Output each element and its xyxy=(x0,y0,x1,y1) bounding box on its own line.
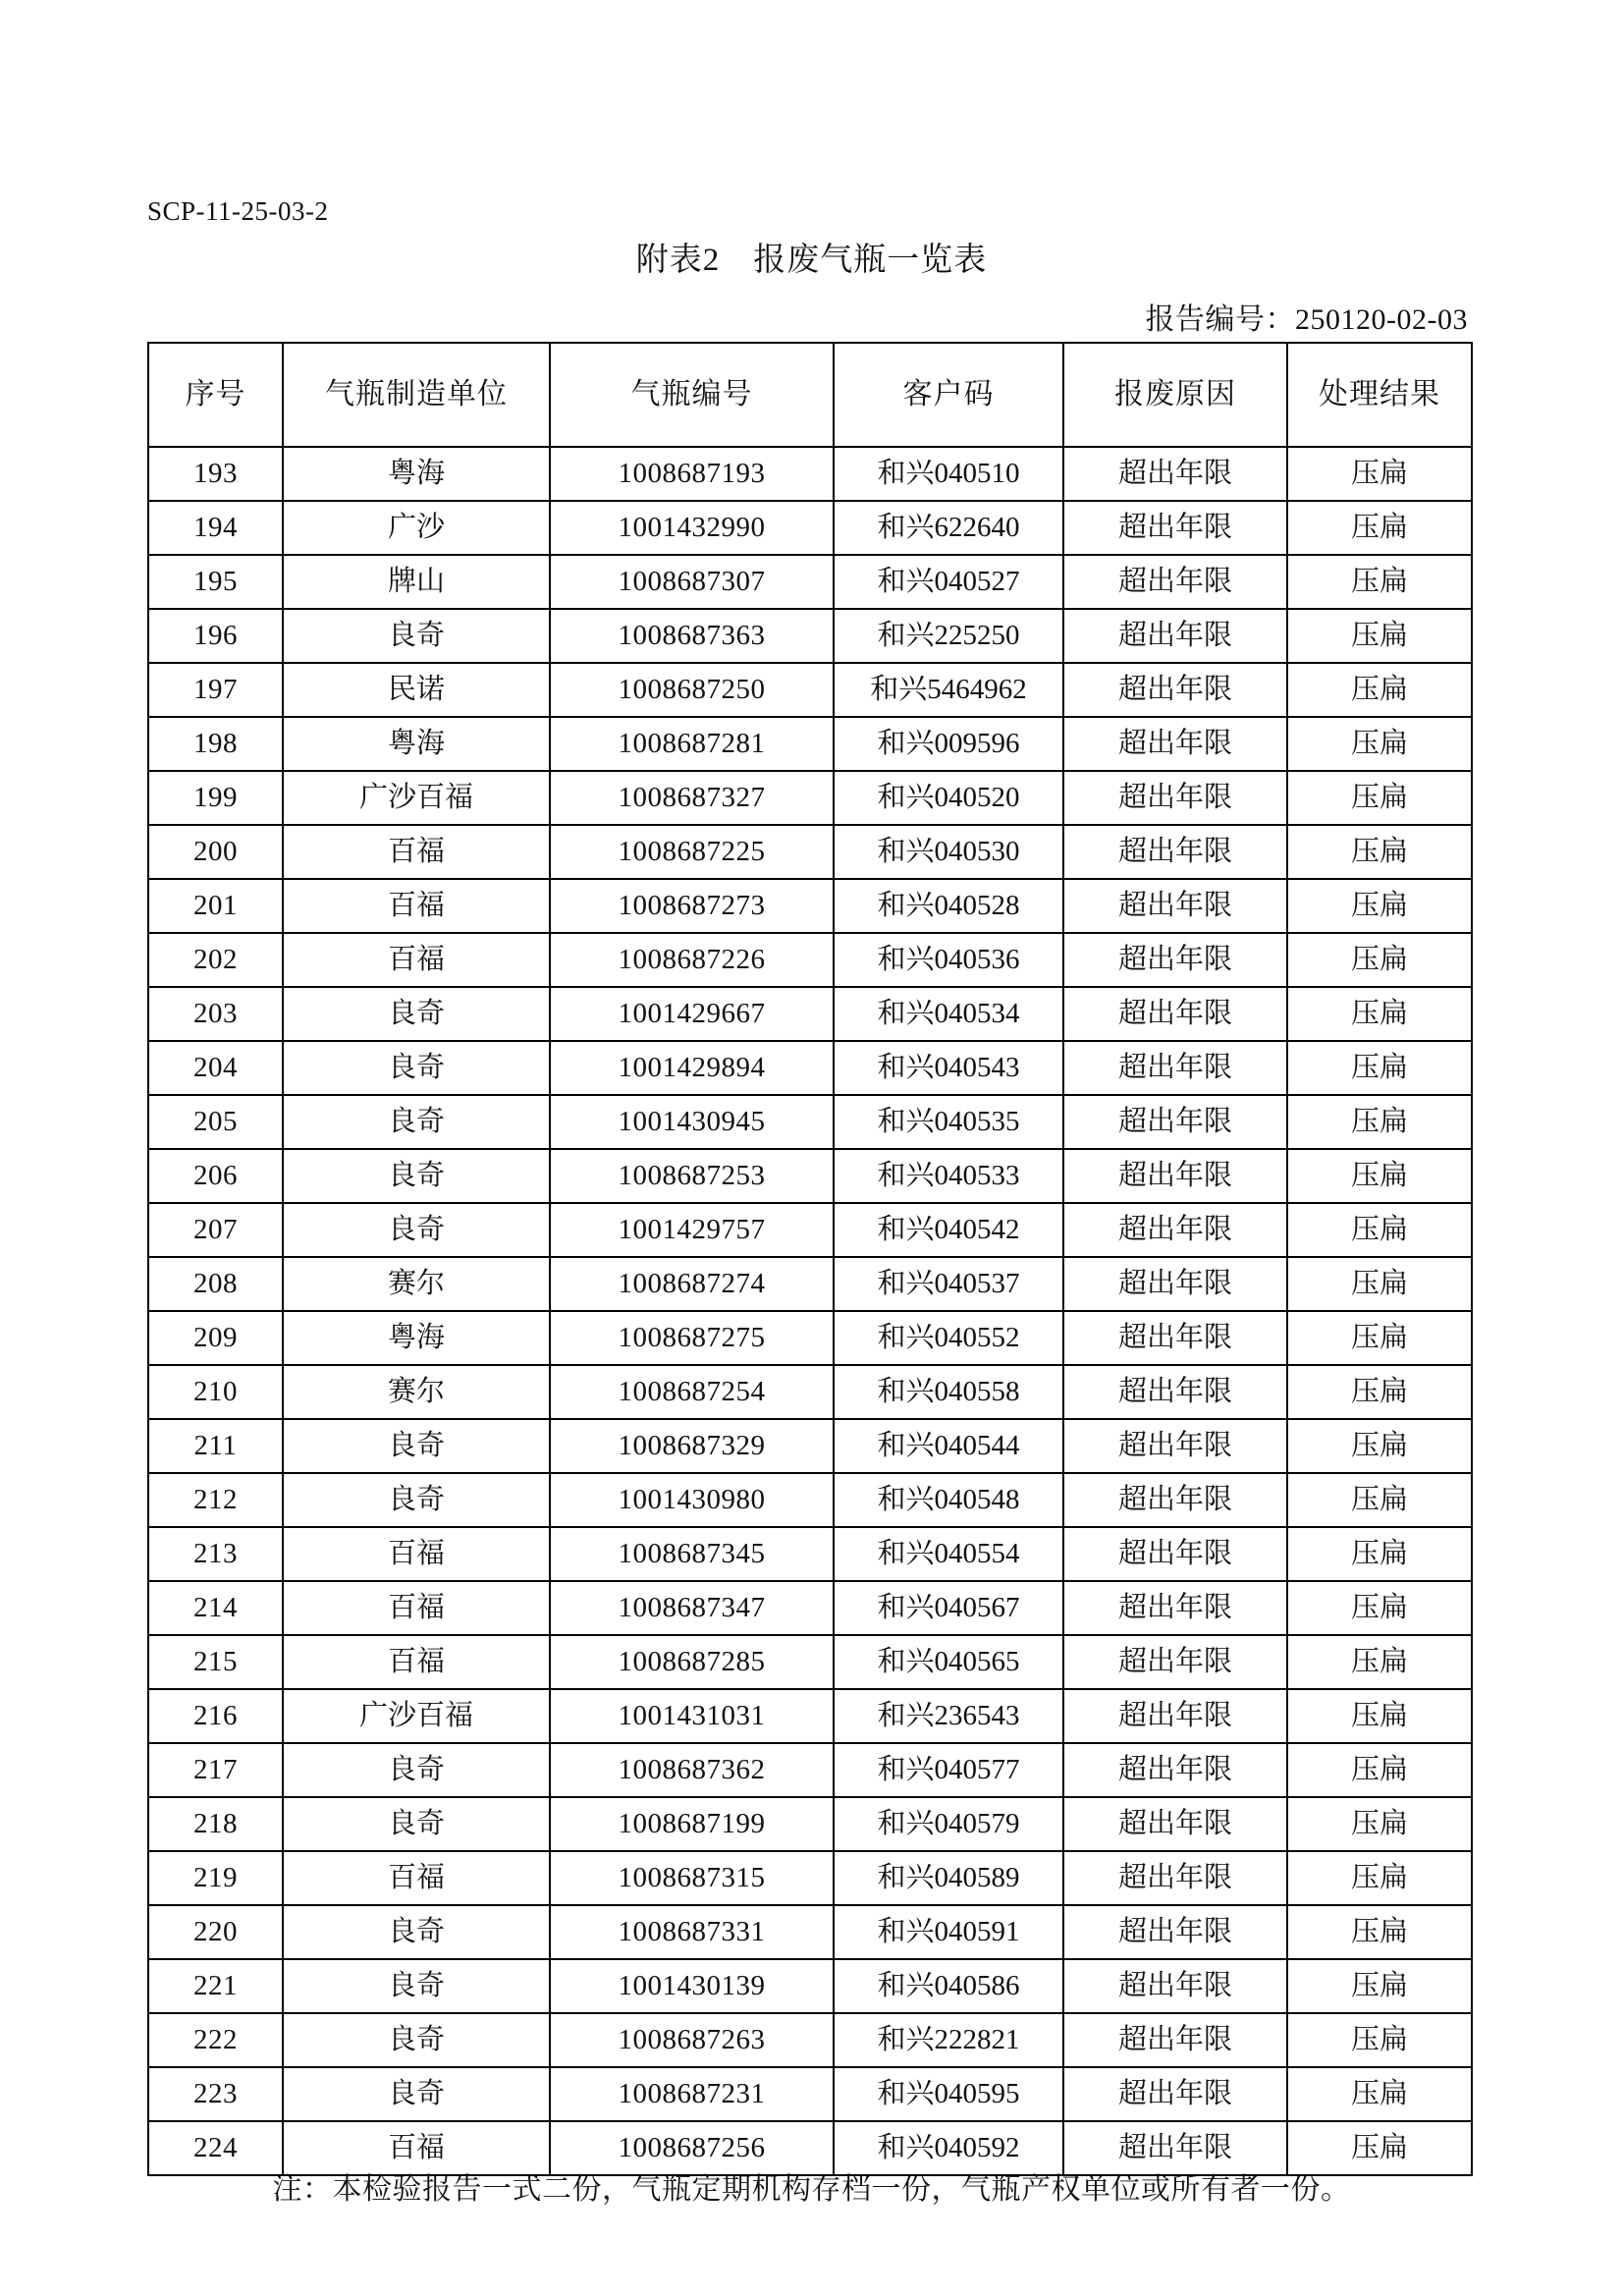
cell-serial: 1008687345 xyxy=(550,1527,834,1581)
cell-result: 压扁 xyxy=(1287,555,1472,609)
cell-result: 压扁 xyxy=(1287,1797,1472,1851)
cell-reason: 超出年限 xyxy=(1063,1257,1287,1311)
cell-client: 和兴040548 xyxy=(834,1473,1063,1527)
table-row xyxy=(148,879,1472,933)
table-row xyxy=(148,1905,1472,1959)
cell-reason: 超出年限 xyxy=(1063,879,1287,933)
cell-maker: 百福 xyxy=(283,1581,550,1635)
cell-result: 压扁 xyxy=(1287,2067,1472,2121)
cell-client: 和兴040589 xyxy=(834,1851,1063,1905)
cell-result: 压扁 xyxy=(1287,987,1472,1041)
cell-result: 压扁 xyxy=(1287,1527,1472,1581)
cell-reason: 超出年限 xyxy=(1063,717,1287,771)
table-body xyxy=(148,447,1472,2175)
cell-maker: 粤海 xyxy=(283,1311,550,1365)
cell-index: 198 xyxy=(148,717,283,771)
cell-reason: 超出年限 xyxy=(1063,1797,1287,1851)
cell-maker: 百福 xyxy=(283,933,550,987)
cell-index: 214 xyxy=(148,1581,283,1635)
cell-index: 197 xyxy=(148,663,283,717)
cell-reason: 超出年限 xyxy=(1063,2067,1287,2121)
cell-maker: 广沙 xyxy=(283,501,550,555)
cell-index: 221 xyxy=(148,1959,283,2013)
cell-maker: 百福 xyxy=(283,2121,550,2175)
cell-result: 压扁 xyxy=(1287,1851,1472,1905)
cell-result: 压扁 xyxy=(1287,1095,1472,1149)
cell-index: 216 xyxy=(148,1689,283,1743)
cell-index: 213 xyxy=(148,1527,283,1581)
cell-result: 压扁 xyxy=(1287,1905,1472,1959)
cell-maker: 良奇 xyxy=(283,1797,550,1851)
cell-client: 和兴040534 xyxy=(834,987,1063,1041)
document-code: SCP-11-25-03-2 xyxy=(147,196,329,226)
cell-index: 201 xyxy=(148,879,283,933)
cell-reason: 超出年限 xyxy=(1063,1635,1287,1689)
table-row xyxy=(148,771,1472,825)
cell-client: 和兴040558 xyxy=(834,1365,1063,1419)
cell-serial: 1008687362 xyxy=(550,1743,834,1797)
cell-serial: 1008687285 xyxy=(550,1635,834,1689)
table-row xyxy=(148,825,1472,879)
cell-index: 220 xyxy=(148,1905,283,1959)
cell-serial: 1008687315 xyxy=(550,1851,834,1905)
cell-serial: 1008687273 xyxy=(550,879,834,933)
cell-maker: 广沙百福 xyxy=(283,771,550,825)
table-header xyxy=(148,343,1472,447)
table-row xyxy=(148,1257,1472,1311)
table-row xyxy=(148,1149,1472,1203)
cell-result: 压扁 xyxy=(1287,1311,1472,1365)
cell-serial: 1008687193 xyxy=(550,447,834,501)
cell-serial: 1008687256 xyxy=(550,2121,834,2175)
table-row xyxy=(148,1473,1472,1527)
cell-reason: 超出年限 xyxy=(1063,1743,1287,1797)
cell-maker: 百福 xyxy=(283,879,550,933)
cell-result: 压扁 xyxy=(1287,2013,1472,2067)
cell-result: 压扁 xyxy=(1287,1473,1472,1527)
scrapped-cylinder-table-wrapper xyxy=(147,342,1471,2176)
cell-serial: 1008687263 xyxy=(550,2013,834,2067)
table-row xyxy=(148,1311,1472,1365)
cell-serial: 1008687225 xyxy=(550,825,834,879)
cell-result: 压扁 xyxy=(1287,1959,1472,2013)
table-row xyxy=(148,1959,1472,2013)
cell-maker: 牌山 xyxy=(283,555,550,609)
cell-index: 210 xyxy=(148,1365,283,1419)
cell-reason: 超出年限 xyxy=(1063,1527,1287,1581)
column-header-maker: 气瓶制造单位 xyxy=(283,343,550,447)
cell-serial: 1001430980 xyxy=(550,1473,834,1527)
table-row xyxy=(148,1365,1472,1419)
cell-reason: 超出年限 xyxy=(1063,1689,1287,1743)
column-header-index: 序号 xyxy=(148,343,283,447)
cell-serial: 1008687199 xyxy=(550,1797,834,1851)
cell-reason: 超出年限 xyxy=(1063,1581,1287,1635)
cell-index: 195 xyxy=(148,555,283,609)
cell-client: 和兴040544 xyxy=(834,1419,1063,1473)
cell-index: 212 xyxy=(148,1473,283,1527)
cell-result: 压扁 xyxy=(1287,1149,1472,1203)
table-row xyxy=(148,1635,1472,1689)
cell-reason: 超出年限 xyxy=(1063,2013,1287,2067)
cell-client: 和兴040591 xyxy=(834,1905,1063,1959)
cell-maker: 百福 xyxy=(283,1635,550,1689)
cell-client: 和兴040530 xyxy=(834,825,1063,879)
cell-result: 压扁 xyxy=(1287,771,1472,825)
cell-reason: 超出年限 xyxy=(1063,447,1287,501)
cell-serial: 1008687253 xyxy=(550,1149,834,1203)
table-row xyxy=(148,1743,1472,1797)
cell-index: 223 xyxy=(148,2067,283,2121)
cell-index: 215 xyxy=(148,1635,283,1689)
cell-serial: 1008687250 xyxy=(550,663,834,717)
cell-reason: 超出年限 xyxy=(1063,1473,1287,1527)
cell-index: 206 xyxy=(148,1149,283,1203)
table-row xyxy=(148,2067,1472,2121)
cell-client: 和兴040586 xyxy=(834,1959,1063,2013)
cell-client: 和兴040527 xyxy=(834,555,1063,609)
cell-client: 和兴009596 xyxy=(834,717,1063,771)
cell-maker: 良奇 xyxy=(283,1149,550,1203)
cell-reason: 超出年限 xyxy=(1063,1905,1287,1959)
cell-result: 压扁 xyxy=(1287,933,1472,987)
cell-client: 和兴040536 xyxy=(834,933,1063,987)
cell-reason: 超出年限 xyxy=(1063,1419,1287,1473)
cell-result: 压扁 xyxy=(1287,501,1472,555)
table-row xyxy=(148,1095,1472,1149)
cell-serial: 1008687327 xyxy=(550,771,834,825)
column-header-serial: 气瓶编号 xyxy=(550,343,834,447)
cell-serial: 1001429757 xyxy=(550,1203,834,1257)
cell-maker: 良奇 xyxy=(283,1203,550,1257)
table-row xyxy=(148,1041,1472,1095)
cell-index: 217 xyxy=(148,1743,283,1797)
cell-reason: 超出年限 xyxy=(1063,1203,1287,1257)
cell-client: 和兴5464962 xyxy=(834,663,1063,717)
cell-index: 209 xyxy=(148,1311,283,1365)
cell-reason: 超出年限 xyxy=(1063,1851,1287,1905)
cell-index: 204 xyxy=(148,1041,283,1095)
cell-index: 211 xyxy=(148,1419,283,1473)
cell-client: 和兴040537 xyxy=(834,1257,1063,1311)
cell-maker: 赛尔 xyxy=(283,1365,550,1419)
cell-client: 和兴040552 xyxy=(834,1311,1063,1365)
table-row xyxy=(148,717,1472,771)
cell-maker: 百福 xyxy=(283,1851,550,1905)
cell-result: 压扁 xyxy=(1287,1419,1472,1473)
cell-index: 208 xyxy=(148,1257,283,1311)
cell-result: 压扁 xyxy=(1287,447,1472,501)
table-row xyxy=(148,1689,1472,1743)
table-row xyxy=(148,501,1472,555)
cell-client: 和兴040565 xyxy=(834,1635,1063,1689)
cell-reason: 超出年限 xyxy=(1063,933,1287,987)
cell-result: 压扁 xyxy=(1287,1635,1472,1689)
cell-maker: 百福 xyxy=(283,825,550,879)
cell-client: 和兴040592 xyxy=(834,2121,1063,2175)
cell-serial: 1008687331 xyxy=(550,1905,834,1959)
cell-serial: 1008687274 xyxy=(550,1257,834,1311)
cell-maker: 良奇 xyxy=(283,609,550,663)
cell-index: 196 xyxy=(148,609,283,663)
cell-result: 压扁 xyxy=(1287,1365,1472,1419)
cell-maker: 良奇 xyxy=(283,1095,550,1149)
cell-result: 压扁 xyxy=(1287,1743,1472,1797)
cell-reason: 超出年限 xyxy=(1063,987,1287,1041)
cell-serial: 1008687275 xyxy=(550,1311,834,1365)
table-row xyxy=(148,1203,1472,1257)
cell-result: 压扁 xyxy=(1287,1257,1472,1311)
cell-index: 224 xyxy=(148,2121,283,2175)
cell-maker: 百福 xyxy=(283,1527,550,1581)
cell-index: 199 xyxy=(148,771,283,825)
cell-reason: 超出年限 xyxy=(1063,825,1287,879)
cell-maker: 良奇 xyxy=(283,1905,550,1959)
cell-index: 202 xyxy=(148,933,283,987)
report-number: 报告编号：250120-02-03 xyxy=(1145,303,1468,336)
cell-index: 200 xyxy=(148,825,283,879)
table-row xyxy=(148,1851,1472,1905)
cell-client: 和兴040542 xyxy=(834,1203,1063,1257)
cell-client: 和兴040533 xyxy=(834,1149,1063,1203)
cell-serial: 1008687281 xyxy=(550,717,834,771)
table-row xyxy=(148,987,1472,1041)
footer-note: 注：本检验报告一式二份，气瓶定期机构存档一份，气瓶产权单位或所有者一份。 xyxy=(272,2173,1351,2206)
cell-reason: 超出年限 xyxy=(1063,1959,1287,2013)
cell-client: 和兴222821 xyxy=(834,2013,1063,2067)
cell-maker: 良奇 xyxy=(283,1473,550,1527)
cell-reason: 超出年限 xyxy=(1063,1095,1287,1149)
cell-reason: 超出年限 xyxy=(1063,1311,1287,1365)
cell-client: 和兴040535 xyxy=(834,1095,1063,1149)
cell-result: 压扁 xyxy=(1287,825,1472,879)
table-row xyxy=(148,933,1472,987)
table-row xyxy=(148,555,1472,609)
cell-reason: 超出年限 xyxy=(1063,1041,1287,1095)
cell-reason: 超出年限 xyxy=(1063,771,1287,825)
cell-result: 压扁 xyxy=(1287,2121,1472,2175)
cell-serial: 1001430139 xyxy=(550,1959,834,2013)
cell-result: 压扁 xyxy=(1287,879,1472,933)
cell-index: 207 xyxy=(148,1203,283,1257)
cell-reason: 超出年限 xyxy=(1063,2121,1287,2175)
cell-client: 和兴040579 xyxy=(834,1797,1063,1851)
cell-index: 218 xyxy=(148,1797,283,1851)
cell-serial: 1008687363 xyxy=(550,609,834,663)
page-title: 附表2 报废气瓶一览表 xyxy=(635,243,988,278)
cell-client: 和兴040528 xyxy=(834,879,1063,933)
table-row xyxy=(148,2013,1472,2067)
cell-index: 205 xyxy=(148,1095,283,1149)
cell-serial: 1001431031 xyxy=(550,1689,834,1743)
cell-serial: 1008687231 xyxy=(550,2067,834,2121)
cell-maker: 民诺 xyxy=(283,663,550,717)
table-header-row xyxy=(148,343,1472,447)
cell-serial: 1001432990 xyxy=(550,501,834,555)
cell-maker: 良奇 xyxy=(283,987,550,1041)
cell-maker: 良奇 xyxy=(283,1419,550,1473)
cell-client: 和兴040577 xyxy=(834,1743,1063,1797)
cell-maker: 良奇 xyxy=(283,2067,550,2121)
column-header-reason: 报废原因 xyxy=(1063,343,1287,447)
cell-client: 和兴040554 xyxy=(834,1527,1063,1581)
column-header-result: 处理结果 xyxy=(1287,343,1472,447)
cell-result: 压扁 xyxy=(1287,663,1472,717)
cell-maker: 良奇 xyxy=(283,2013,550,2067)
table-row xyxy=(148,609,1472,663)
table-row xyxy=(148,1527,1472,1581)
cell-serial: 1008687347 xyxy=(550,1581,834,1635)
cell-index: 219 xyxy=(148,1851,283,1905)
cell-serial: 1008687329 xyxy=(550,1419,834,1473)
cell-maker: 粤海 xyxy=(283,447,550,501)
cell-client: 和兴225250 xyxy=(834,609,1063,663)
cell-maker: 良奇 xyxy=(283,1041,550,1095)
cell-index: 193 xyxy=(148,447,283,501)
cell-result: 压扁 xyxy=(1287,1689,1472,1743)
cell-serial: 1001429667 xyxy=(550,987,834,1041)
cell-reason: 超出年限 xyxy=(1063,1365,1287,1419)
cell-maker: 赛尔 xyxy=(283,1257,550,1311)
cell-client: 和兴040543 xyxy=(834,1041,1063,1095)
cell-serial: 1008687254 xyxy=(550,1365,834,1419)
cell-index: 222 xyxy=(148,2013,283,2067)
table-row xyxy=(148,1419,1472,1473)
column-header-client: 客户码 xyxy=(834,343,1063,447)
cell-serial: 1001429894 xyxy=(550,1041,834,1095)
cell-maker: 粤海 xyxy=(283,717,550,771)
cell-reason: 超出年限 xyxy=(1063,555,1287,609)
cell-reason: 超出年限 xyxy=(1063,501,1287,555)
scrapped-cylinder-table xyxy=(147,342,1473,2176)
table-row xyxy=(148,663,1472,717)
cell-client: 和兴040595 xyxy=(834,2067,1063,2121)
cell-index: 203 xyxy=(148,987,283,1041)
cell-reason: 超出年限 xyxy=(1063,609,1287,663)
cell-result: 压扁 xyxy=(1287,717,1472,771)
cell-serial: 1008687307 xyxy=(550,555,834,609)
cell-serial: 1001430945 xyxy=(550,1095,834,1149)
cell-result: 压扁 xyxy=(1287,1041,1472,1095)
table-row xyxy=(148,447,1472,501)
cell-reason: 超出年限 xyxy=(1063,663,1287,717)
cell-reason: 超出年限 xyxy=(1063,1149,1287,1203)
cell-result: 压扁 xyxy=(1287,1581,1472,1635)
cell-maker: 广沙百福 xyxy=(283,1689,550,1743)
cell-result: 压扁 xyxy=(1287,609,1472,663)
cell-client: 和兴040510 xyxy=(834,447,1063,501)
cell-result: 压扁 xyxy=(1287,1203,1472,1257)
table-row xyxy=(148,1797,1472,1851)
cell-index: 194 xyxy=(148,501,283,555)
cell-maker: 良奇 xyxy=(283,1743,550,1797)
cell-client: 和兴040520 xyxy=(834,771,1063,825)
table-row xyxy=(148,1581,1472,1635)
cell-client: 和兴236543 xyxy=(834,1689,1063,1743)
cell-client: 和兴040567 xyxy=(834,1581,1063,1635)
cell-maker: 良奇 xyxy=(283,1959,550,2013)
cell-client: 和兴622640 xyxy=(834,501,1063,555)
cell-serial: 1008687226 xyxy=(550,933,834,987)
